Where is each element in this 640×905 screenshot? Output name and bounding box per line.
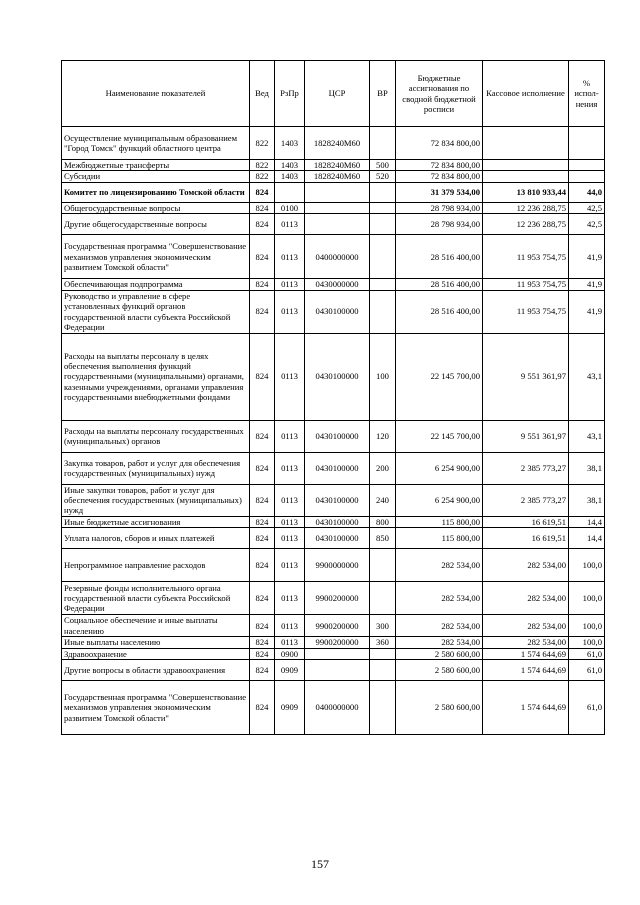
- cell-cash: 16 619,51: [483, 528, 569, 549]
- cell-budget: 2 580 600,00: [396, 681, 483, 735]
- cell-pct: [569, 160, 605, 171]
- cell-csr: [305, 660, 370, 681]
- cell-csr: 0430100000: [305, 290, 370, 333]
- cell-csr: 9900000000: [305, 549, 370, 582]
- cell-cash: 11 953 754,75: [483, 279, 569, 290]
- table-row: [62, 582, 605, 615]
- cell-csr: 0430100000: [305, 484, 370, 516]
- table-row: [62, 637, 605, 648]
- cell-pct: 100,0: [569, 582, 605, 615]
- cell-pct: 100,0: [569, 637, 605, 648]
- cell-rzpr: 0113: [275, 582, 305, 615]
- cell-rzpr: 0113: [275, 528, 305, 549]
- cell-csr: 0430100000: [305, 333, 370, 420]
- cell-ved: 824: [250, 582, 275, 615]
- cell-csr: 0430100000: [305, 452, 370, 484]
- cell-cash: 9 551 361,97: [483, 420, 569, 452]
- cell-cash: 282 534,00: [483, 615, 569, 637]
- cell-cash: [483, 171, 569, 182]
- cell-budget: 6 254 900,00: [396, 484, 483, 516]
- table-row: [62, 290, 605, 333]
- cell-ved: 824: [250, 214, 275, 235]
- cell-cash: 16 619,51: [483, 516, 569, 527]
- cell-pct: 100,0: [569, 615, 605, 637]
- cell-name: Уплата налогов, сборов и иных платежей: [62, 528, 250, 549]
- cell-budget: 28 798 934,00: [396, 202, 483, 213]
- cell-ved: 824: [250, 202, 275, 213]
- cell-budget: 115 800,00: [396, 516, 483, 527]
- table-row: [62, 202, 605, 213]
- cell-ved: 824: [250, 528, 275, 549]
- cell-csr: 0430000000: [305, 279, 370, 290]
- cell-cash: [483, 160, 569, 171]
- cell-name: Другие общегосударственные вопросы: [62, 214, 250, 235]
- cell-pct: 41,9: [569, 235, 605, 279]
- cell-name: Комитет по лицензированию Томской области: [62, 182, 250, 202]
- cell-rzpr: 1403: [275, 171, 305, 182]
- cell-cash: 13 810 933,44: [483, 182, 569, 202]
- cell-cash: 282 534,00: [483, 582, 569, 615]
- cell-name: Закупка товаров, работ и услуг для обеспечения государственных (муниципальных) нужд: [62, 452, 250, 484]
- cell-vr: 850: [370, 528, 396, 549]
- cell-pct: 41,9: [569, 290, 605, 333]
- cell-csr: 0430100000: [305, 516, 370, 527]
- cell-ved: 824: [250, 549, 275, 582]
- cell-cash: 1 574 644,69: [483, 648, 569, 659]
- cell-pct: 14,4: [569, 516, 605, 527]
- table-row: [62, 615, 605, 637]
- cell-pct: 41,9: [569, 279, 605, 290]
- cell-ved: 824: [250, 333, 275, 420]
- cell-rzpr: 0113: [275, 452, 305, 484]
- cell-pct: 44,0: [569, 182, 605, 202]
- cell-ved: 822: [250, 127, 275, 160]
- cell-vr: [370, 214, 396, 235]
- cell-vr: [370, 681, 396, 735]
- cell-pct: 38,1: [569, 452, 605, 484]
- cell-pct: 14,4: [569, 528, 605, 549]
- cell-vr: [370, 182, 396, 202]
- cell-ved: 822: [250, 160, 275, 171]
- cell-rzpr: 0113: [275, 484, 305, 516]
- header-name: Наименование показателей: [62, 61, 250, 127]
- table-row: [62, 333, 605, 420]
- cell-name: Социальное обеспечение и иные выплаты населению: [62, 615, 250, 637]
- cell-pct: 42,5: [569, 214, 605, 235]
- cell-budget: 28 798 934,00: [396, 214, 483, 235]
- cell-ved: 824: [250, 637, 275, 648]
- cell-name: Резервные фонды исполнительного органа государственной власти субъекта Российской Федерации: [62, 582, 250, 615]
- cell-name: Осуществление муниципальным образованием "Город Томск" функций областного центра: [62, 127, 250, 160]
- cell-budget: 6 254 900,00: [396, 452, 483, 484]
- cell-vr: [370, 582, 396, 615]
- cell-csr: 9900200000: [305, 637, 370, 648]
- cell-ved: 824: [250, 648, 275, 659]
- cell-budget: 72 834 800,00: [396, 160, 483, 171]
- cell-vr: 500: [370, 160, 396, 171]
- cell-vr: [370, 648, 396, 659]
- cell-rzpr: 1403: [275, 127, 305, 160]
- cell-rzpr: 0113: [275, 214, 305, 235]
- cell-budget: 115 800,00: [396, 528, 483, 549]
- cell-budget: 2 580 600,00: [396, 660, 483, 681]
- cell-cash: [483, 127, 569, 160]
- cell-rzpr: 0909: [275, 660, 305, 681]
- cell-budget: 282 534,00: [396, 549, 483, 582]
- cell-rzpr: 0113: [275, 420, 305, 452]
- cell-name: Иные закупки товаров, работ и услуг для обеспечения государственных (муниципальных) нужд: [62, 484, 250, 516]
- cell-ved: 824: [250, 420, 275, 452]
- cell-csr: [305, 202, 370, 213]
- cell-pct: [569, 127, 605, 160]
- cell-pct: 38,1: [569, 484, 605, 516]
- cell-vr: [370, 290, 396, 333]
- table-row: [62, 127, 605, 160]
- cell-cash: 2 385 773,27: [483, 484, 569, 516]
- cell-ved: 824: [250, 182, 275, 202]
- cell-pct: 100,0: [569, 549, 605, 582]
- table-row: [62, 279, 605, 290]
- cell-name: Другие вопросы в области здравоохранения: [62, 660, 250, 681]
- cell-rzpr: 0113: [275, 279, 305, 290]
- table-row: [62, 420, 605, 452]
- cell-csr: 9900200000: [305, 582, 370, 615]
- budget-table: [61, 60, 605, 735]
- cell-csr: 0430100000: [305, 420, 370, 452]
- cell-name: Иные выплаты населению: [62, 637, 250, 648]
- cell-csr: 0430100000: [305, 528, 370, 549]
- cell-ved: 824: [250, 484, 275, 516]
- table-row: [62, 182, 605, 202]
- cell-budget: 2 580 600,00: [396, 648, 483, 659]
- cell-name: Иные бюджетные ассигнования: [62, 516, 250, 527]
- cell-cash: 1 574 644,69: [483, 681, 569, 735]
- cell-rzpr: 1403: [275, 160, 305, 171]
- cell-rzpr: 0113: [275, 516, 305, 527]
- table-row: [62, 484, 605, 516]
- cell-budget: 28 516 400,00: [396, 235, 483, 279]
- cell-csr: 1828240М60: [305, 171, 370, 182]
- cell-vr: 240: [370, 484, 396, 516]
- cell-csr: 9900200000: [305, 615, 370, 637]
- cell-vr: [370, 660, 396, 681]
- cell-rzpr: 0113: [275, 615, 305, 637]
- cell-csr: 0400000000: [305, 235, 370, 279]
- cell-budget: 282 534,00: [396, 582, 483, 615]
- table-header-row: [62, 61, 605, 127]
- cell-name: Общегосударственные вопросы: [62, 202, 250, 213]
- cell-pct: [569, 171, 605, 182]
- cell-name: Государственная программа "Совершенствование механизмов управления экономическим развитием Томской области": [62, 681, 250, 735]
- cell-cash: 2 385 773,27: [483, 452, 569, 484]
- cell-pct: 61,0: [569, 681, 605, 735]
- cell-cash: 282 534,00: [483, 637, 569, 648]
- cell-vr: 800: [370, 516, 396, 527]
- cell-ved: 824: [250, 290, 275, 333]
- cell-pct: 42,5: [569, 202, 605, 213]
- cell-vr: 520: [370, 171, 396, 182]
- table-row: [62, 516, 605, 527]
- cell-rzpr: 0909: [275, 681, 305, 735]
- table-row: [62, 235, 605, 279]
- cell-cash: 282 534,00: [483, 549, 569, 582]
- cell-rzpr: 0113: [275, 290, 305, 333]
- cell-rzpr: 0100: [275, 202, 305, 213]
- table-row: [62, 160, 605, 171]
- cell-csr: [305, 214, 370, 235]
- cell-csr: 1828240М60: [305, 160, 370, 171]
- cell-vr: [370, 549, 396, 582]
- cell-cash: 12 236 288,75: [483, 202, 569, 213]
- cell-csr: 1828240М60: [305, 127, 370, 160]
- cell-vr: [370, 279, 396, 290]
- cell-ved: 824: [250, 279, 275, 290]
- cell-name: Расходы на выплаты персоналу государственных (муниципальных) органов: [62, 420, 250, 452]
- cell-ved: 824: [250, 681, 275, 735]
- header-cash: Кассовое исполнение: [483, 61, 569, 127]
- table-row: [62, 171, 605, 182]
- page-number: 157: [311, 857, 329, 871]
- table-row: [62, 528, 605, 549]
- cell-rzpr: 0113: [275, 235, 305, 279]
- table-row: [62, 681, 605, 735]
- header-rzpr: РзПр: [275, 61, 305, 127]
- cell-rzpr: [275, 182, 305, 202]
- cell-name: Государственная программа "Совершенствование механизмов управления экономическим развитием Томской области": [62, 235, 250, 279]
- cell-ved: 824: [250, 452, 275, 484]
- header-percent: % испол-нения: [569, 61, 605, 127]
- cell-name: Субсидии: [62, 171, 250, 182]
- cell-csr: [305, 182, 370, 202]
- cell-budget: 282 534,00: [396, 637, 483, 648]
- cell-csr: [305, 648, 370, 659]
- cell-ved: 824: [250, 516, 275, 527]
- cell-budget: 28 516 400,00: [396, 290, 483, 333]
- cell-ved: 824: [250, 615, 275, 637]
- cell-rzpr: 0113: [275, 637, 305, 648]
- cell-budget: 22 145 700,00: [396, 333, 483, 420]
- table-row: [62, 660, 605, 681]
- cell-budget: 22 145 700,00: [396, 420, 483, 452]
- cell-csr: 0400000000: [305, 681, 370, 735]
- cell-pct: 43,1: [569, 333, 605, 420]
- cell-pct: 61,0: [569, 660, 605, 681]
- cell-rzpr: 0113: [275, 333, 305, 420]
- cell-budget: 72 834 800,00: [396, 171, 483, 182]
- cell-vr: [370, 127, 396, 160]
- cell-cash: 11 953 754,75: [483, 290, 569, 333]
- cell-vr: 360: [370, 637, 396, 648]
- cell-ved: 824: [250, 235, 275, 279]
- cell-budget: 28 516 400,00: [396, 279, 483, 290]
- header-budget: Бюджетные ассигнования по сводной бюджетной росписи: [396, 61, 483, 127]
- cell-ved: 824: [250, 660, 275, 681]
- table-row: [62, 214, 605, 235]
- table-row: [62, 452, 605, 484]
- cell-pct: 61,0: [569, 648, 605, 659]
- cell-budget: 282 534,00: [396, 615, 483, 637]
- cell-vr: 200: [370, 452, 396, 484]
- cell-rzpr: 0900: [275, 648, 305, 659]
- cell-vr: 100: [370, 333, 396, 420]
- table-row: [62, 549, 605, 582]
- cell-cash: 9 551 361,97: [483, 333, 569, 420]
- cell-vr: [370, 202, 396, 213]
- cell-budget: 72 834 800,00: [396, 127, 483, 160]
- cell-name: Обеспечивающая подпрограмма: [62, 279, 250, 290]
- header-vr: ВР: [370, 61, 396, 127]
- cell-name: Непрограммное направление расходов: [62, 549, 250, 582]
- cell-name: Здравоохранение: [62, 648, 250, 659]
- header-csr: ЦСР: [305, 61, 370, 127]
- cell-name: Межбюджетные трансферты: [62, 160, 250, 171]
- cell-vr: 120: [370, 420, 396, 452]
- cell-rzpr: 0113: [275, 549, 305, 582]
- cell-cash: 11 953 754,75: [483, 235, 569, 279]
- cell-pct: 43,1: [569, 420, 605, 452]
- cell-vr: 300: [370, 615, 396, 637]
- cell-name: Руководство и управление в сфере установленных функций органов государственной власти субъекта Российской Федерации: [62, 290, 250, 333]
- header-ved: Вед: [250, 61, 275, 127]
- cell-ved: 822: [250, 171, 275, 182]
- cell-vr: [370, 235, 396, 279]
- cell-cash: 1 574 644,69: [483, 660, 569, 681]
- cell-name: Расходы на выплаты персоналу в целях обеспечения выполнения функций государственными (муниципальными) органами, казенными учреждениями, органами управления государственными внебюджетными фондами: [62, 333, 250, 420]
- cell-cash: 12 236 288,75: [483, 214, 569, 235]
- cell-budget: 31 379 534,00: [396, 182, 483, 202]
- table-row: [62, 648, 605, 659]
